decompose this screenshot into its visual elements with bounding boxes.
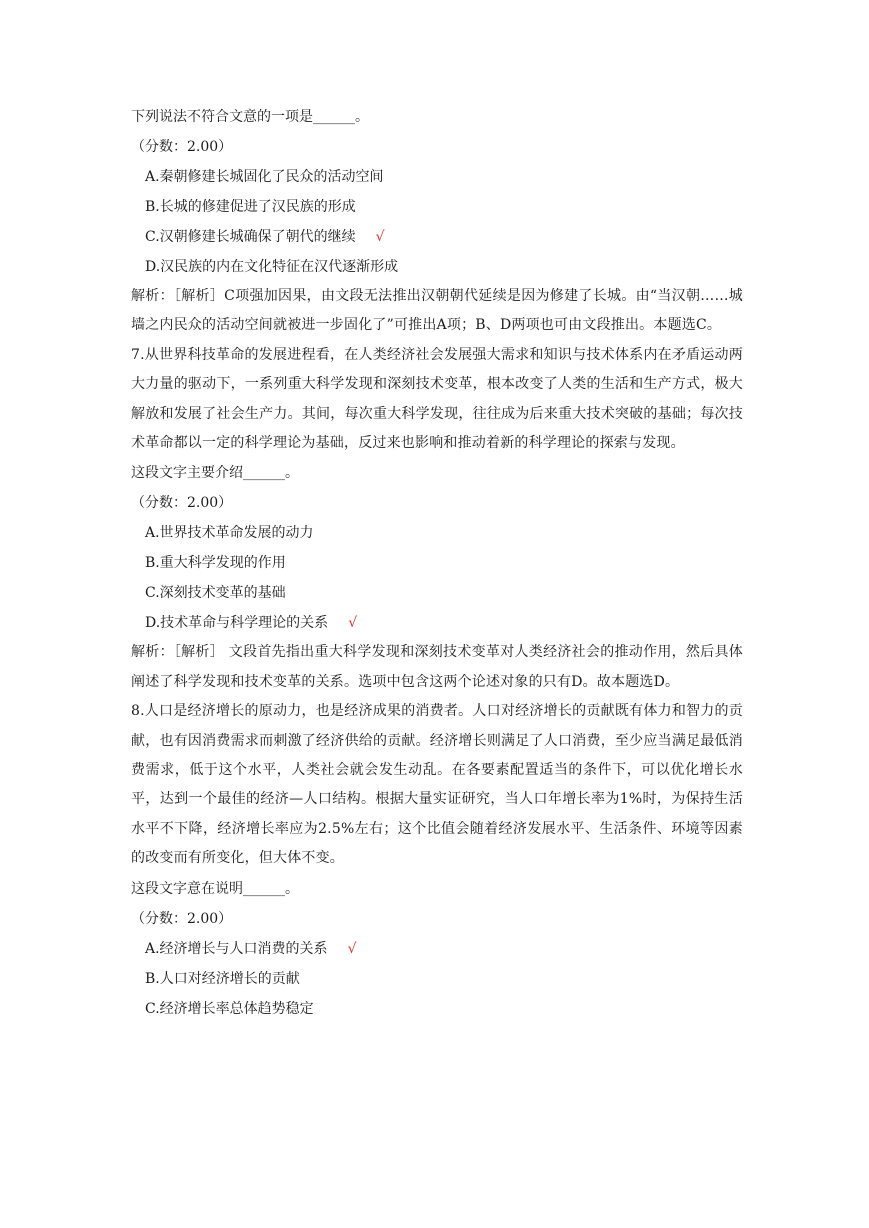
- option-text: A.经济增长与人口消费的关系: [145, 940, 328, 957]
- option-text: A.世界技术革命发展的动力: [145, 525, 314, 542]
- q8-option-b: [131, 964, 743, 994]
- option-text: C.深刻技术变革的基础: [145, 585, 286, 602]
- q7-analysis: 解析：［解析］ 文段首先指出重大科学发现和深刻技术变革对人类经济社会的推动作用，然后具体阐述了科学发现和技术变革的关系。选项中包含这两个论述对象的只有D。故本题选D。: [131, 644, 743, 690]
- option-text: B.长城的修建促进了汉民族的形成: [145, 199, 356, 215]
- q7-option-b: [131, 548, 743, 578]
- q6-option-c: [131, 222, 743, 252]
- option-text: A.秦朝修建长城固化了民众的活动空间: [145, 169, 384, 185]
- q6-score: （分数：2.00）: [131, 139, 233, 155]
- q8-option-a: [131, 934, 743, 964]
- q8-option-c: [131, 994, 743, 1024]
- q7-score: （分数：2.00）: [131, 495, 233, 512]
- correct-answer-checkmark: √: [375, 229, 385, 245]
- option-text: D.汉民族的内在文化特征在汉代逐渐形成: [145, 259, 399, 275]
- option-text: B.人口对经济增长的贡献: [145, 970, 300, 987]
- q6-prompt: 下列说法不符合文意的一项是______。: [131, 109, 369, 125]
- option-text: D.技术革命与科学理论的关系: [145, 615, 329, 632]
- q7-option-c: [131, 578, 743, 608]
- q6-analysis: 解析：［解析］C项强加因果，由文段无法推出汉朝朝代延续是因为修建了长城。由“当汉朝……城墙之内民众的活动空间就被进一步固化了”可推出A项；B、D两项也可由文段推出。本题选C。: [131, 288, 743, 334]
- q8-score: （分数：2.00）: [131, 910, 233, 927]
- correct-answer-checkmark: √: [348, 615, 358, 632]
- q7-passage: 7.从世界科技革命的发展进程看，在人类经济社会发展强大需求和知识与技术体系内在矛盾运动两大力量的驱动下，一系列重大科学发现和深刻技术变革，根本改变了人类的生活和生产方式，极大解放和发展了社会生产力。其间，每次重大科学发现，往往成为后来重大技术突破的基础；每次技术革命都以一定的科学理论为基础，反过来也影响和推动着新的科学理论的探索与发现。: [131, 346, 743, 452]
- option-text: C.经济增长率总体趋势稳定: [145, 1000, 314, 1017]
- option-text: B.重大科学发现的作用: [145, 555, 286, 572]
- q8-passage: 8.人口是经济增长的原动力，也是经济成果的消费者。人口对经济增长的贡献既有体力和智力的贡献，也有因消费需求而刺激了经济供给的贡献。经济增长则满足了人口消费，至少应当满足最低消费需求，低于这个水平，人类社会就会发生动乱。在各要素配置适当的条件下，可以优化增长水平，达到一个最佳的经济—人口结构。根据大量实证研究，当人口年增长率为1%时，为保持生活水平不下降，经济增长率应为2.5%左右；这个比值会随着经济发展水平、生活条件、环境等因素的改变而有所变化，但大体不变。: [131, 703, 743, 867]
- q8-prompt: 这段文字意在说明______。: [131, 880, 299, 897]
- q6-option-b: [131, 192, 743, 222]
- q7-option-d: [131, 608, 743, 638]
- option-text: C.汉朝修建长城确保了朝代的继续: [145, 229, 356, 245]
- document-page: [131, 102, 743, 1024]
- q7-prompt: 这段文字主要介绍______。: [131, 465, 299, 482]
- correct-answer-checkmark: √: [347, 940, 357, 957]
- q6-option-a: [131, 162, 743, 192]
- q7-option-a: [131, 518, 743, 548]
- q6-option-d: [131, 252, 743, 282]
